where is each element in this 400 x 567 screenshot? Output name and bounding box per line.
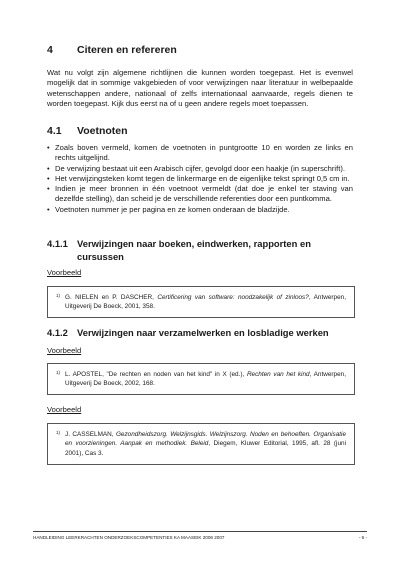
footnote-example-box [47,286,355,318]
intro-paragraph: Wat nu volgt zijn algemene richtlijnen die kunnen worden toegepast. Het is evenwel mogelijk dat in sommige vakgebieden of voor verwijzingen naar literatuur in welbepaalde wetenschappen andere, nationaal of zelfs internationaal aanvaarde, regels dienen te worden toegepast. Kijk dus eerst na of u geen andere regels moet toepassen. [47,68,353,108]
book-title: Gezondheidszorg. Welzijnsgids. Welzijnszorg. Noden en behoeften. Organisatie en voorzieningen. Aanpak en methodiek. Beleid [65,431,346,448]
section-4-1-2-heading [47,326,367,339]
section-4-heading [47,44,177,56]
bullet-icon: • [47,204,50,214]
list-item: • Indien je meer bronnen in één voetnoot vermeldt (dat doe je enkel ter staving van dezelfde stelling), dan scheid je de verschillende referenties door een puntkomma. [47,184,353,204]
example-label: Voorbeeld [47,346,82,355]
footnote-mark: 1) [56,430,61,435]
section-4-1-heading [47,125,128,137]
list-item: • Zoals boven vermeld, komen de voetnoten in puntgrootte 10 en worden ze links en rechts uitgelijnd. [47,143,353,163]
section-number: 4 [47,44,53,56]
list-item: • Het verwijzingsteken komt tegen de linkermarge en de eigenlijke tekst springt 0,5 cm in. [47,173,350,183]
section-title-line2: cursussen [77,251,124,262]
footer-divider [33,531,367,532]
book-title: Certificering van software: noodzakelijk of zinloos? [157,294,309,301]
bullet-icon: • [47,173,50,183]
bullet-icon: • [47,163,50,173]
section-title: Verwijzingen naar verzamelwerken en losbladige werken [77,327,329,338]
footnote-text: G. NIELEN en P. DASCHER, Certificering van software: noodzakelijk of zinloos?, Antwerpen, Uitgeverij De Boeck, 2001, 358. [65,294,346,311]
book-title: Rechten van het kind [246,371,310,378]
section-4-1-1-heading [47,237,367,263]
footnote-text: J. CASSELMAN, Gezondheidszorg. Welzijnsgids. Welzijnszorg. Noden en behoeften. Organisatie en voorzieningen. Aanpak en methodiek. Beleid, Diegem, Kluwer Editorial, 1995, afl. 28 (juni 2001), Cas 3. [65,431,346,457]
footer-title: HANDLEIDING LEERKRACHTEN ONDERZOEKSCOMPETENTIES KA MAASEIK 2006 2007 [33,535,225,540]
bullet-icon: • [47,143,50,152]
section-title-line1: Verwijzingen naar boeken, eindwerken, rapporten en [77,238,311,249]
example-label: Voorbeeld [47,268,82,277]
footnote-text: L. APOSTEL, "De rechten en noden van het kind" in X (ed.), Rechten van het kind, Antwerpen, Uitgeverij De Boeck, 2002, 168. [65,371,346,388]
footnote-rules-list [47,143,353,215]
section-number: 4.1.1 [47,238,68,249]
page-number: - 6 - [358,535,367,540]
footnote-example-box [47,423,355,465]
footnote-mark: 1) [56,370,61,375]
section-number: 4.1 [47,125,62,137]
section-title: Citeren en refereren [77,44,177,56]
example-label: Voorbeeld [47,405,82,414]
section-number: 4.1.2 [47,327,68,338]
list-item: • Voetnoten nummer je per pagina en ze komen onderaan de bladzijde. [47,204,290,214]
list-item: • De verwijzing bestaat uit een Arabisch cijfer, gevolgd door een haakje (in superschrift). [47,163,345,173]
footnote-mark: 1) [56,293,61,298]
bullet-icon: • [47,184,50,194]
footnote-example-box [47,363,355,395]
section-title: Voetnoten [77,125,128,137]
